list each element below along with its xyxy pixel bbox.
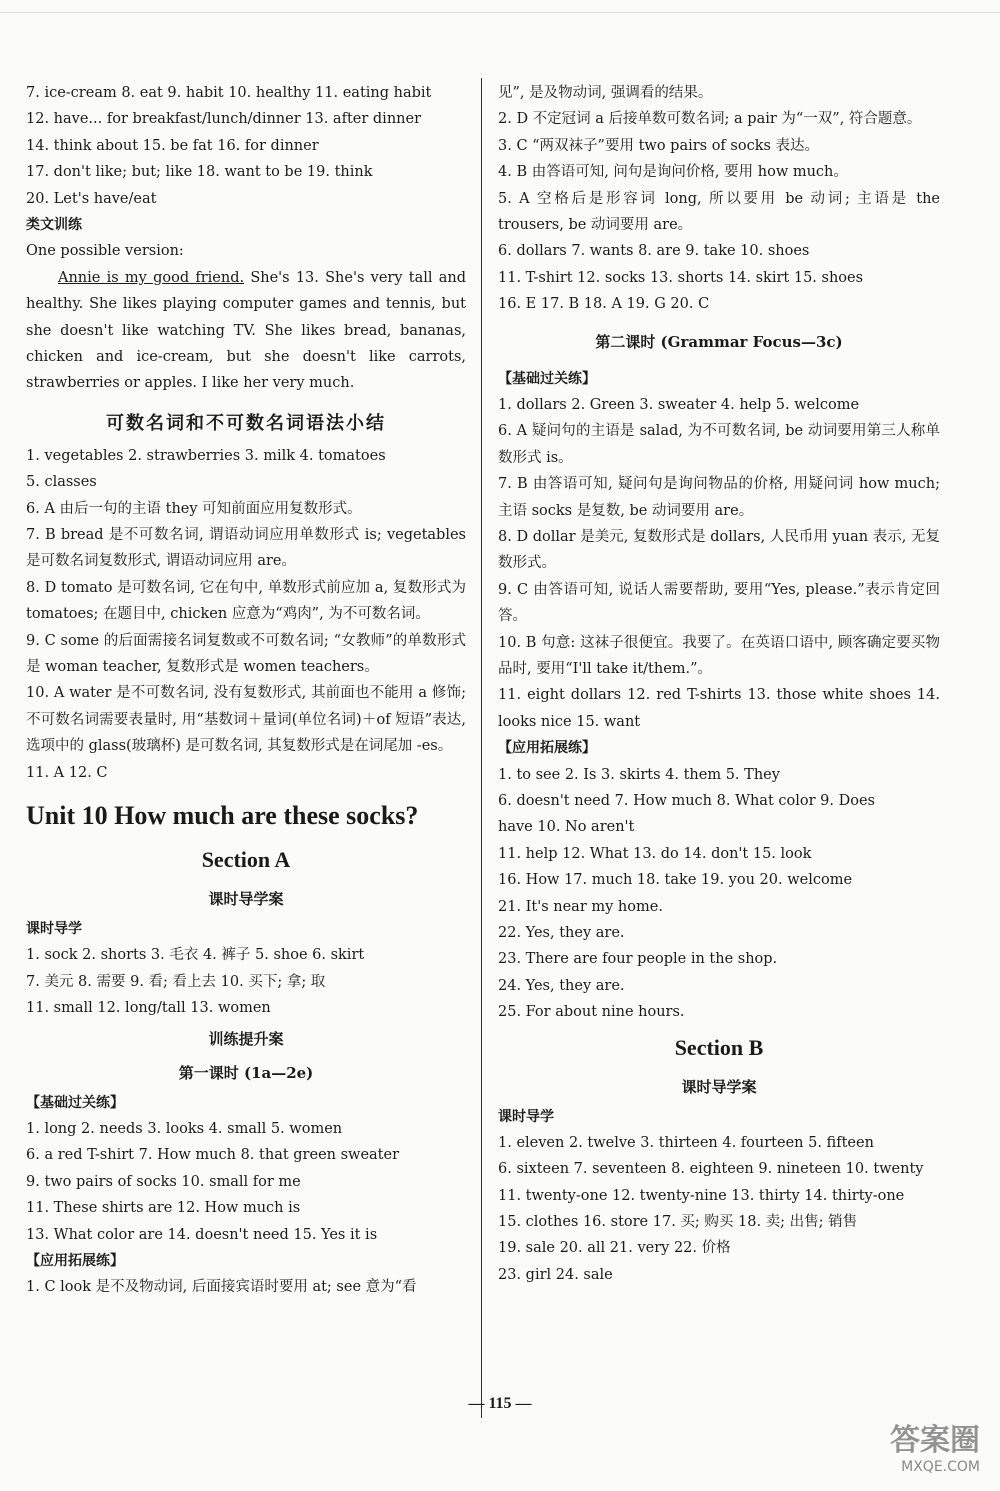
answer-line: 2. D 不定冠词 a 后接单数可数名词; a pair 为“一双”, 符合题意。 — [498, 111, 922, 128]
answer-line: 14. think about 15. be fat 16. for dinner — [26, 137, 319, 154]
answer-line: 11. help 12. What 13. do 14. don't 15. look — [498, 845, 812, 862]
answer-line: 1. C look 是不及物动词, 后面接宾语时要用 at; see 意为“看 — [26, 1279, 417, 1296]
answer-line: 22. Yes, they are. — [498, 924, 625, 941]
guide-title: 课时导学案 — [681, 1077, 757, 1096]
answer-line: 19. sale 20. all 21. very 22. 价格 — [498, 1240, 731, 1257]
answer-line: 1. eleven 2. twelve 3. thirteen 4. fourteen 5. fifteen — [498, 1134, 874, 1151]
answer-line: 1. dollars 2. Green 3. sweater 4. help 5. welcome — [498, 396, 860, 413]
answer-line: 7. 美元 8. 需要 9. 看; 看上去 10. 买下; 拿; 取 — [26, 973, 326, 990]
answer-line: 1. long 2. needs 3. looks 4. small 5. women — [26, 1120, 343, 1137]
lesson1-title: 第一课时 (1a—2e) — [178, 1063, 314, 1082]
writing-intro: One possible version: — [26, 243, 184, 260]
answer-line: 11. small 12. long/tall 13. women — [26, 1000, 271, 1017]
answer-line: 16. How 17. much 18. take 19. you 20. welcome — [498, 872, 853, 889]
answer-line: 21. It's near my home. — [498, 898, 663, 915]
top-rule — [0, 12, 1000, 13]
answer-line: 11. A 12. C — [26, 764, 108, 781]
answer-line: 6. A 由后一句的主语 they 可知前面应用复数形式。 — [26, 500, 362, 517]
answer-line: 1. vegetables 2. strawberries 3. milk 4. tomatoes — [26, 447, 386, 464]
apply-label: 【应用拓展练】 — [26, 1252, 124, 1269]
answer-line: 1. sock 2. shorts 3. 毛衣 4. 裤子 5. shoe 6. skirt — [26, 947, 365, 964]
answer-line: 1. to see 2. Is 3. skirts 4. them 5. They — [498, 766, 780, 783]
answer-line: 25. For about nine hours. — [498, 1004, 685, 1021]
grammar-title: 可数名词和不可数名词语法小结 — [106, 412, 386, 434]
watermark-logo — [830, 1415, 980, 1475]
apply-label: 【应用拓展练】 — [498, 740, 596, 757]
answer-line: 16. E 17. B 18. A 19. G 20. C — [498, 296, 710, 313]
answer-line: 11. twenty-one 12. twenty-nine 13. thirty 14. thirty-one — [498, 1187, 905, 1204]
answer-line: 20. Let's have/eat — [26, 190, 157, 207]
answer-line: 4. B 由答语可知, 问句是询问价格, 要用 how much。 — [498, 164, 848, 181]
answer-line: 13. What color are 14. doesn't need 15. Yes it is — [26, 1226, 378, 1243]
answer-line: 9. C some 的后面需接名词复数或不可数名词; “女教师”的单数形式是 woman teacher, 复数形式是 women teachers。 — [26, 632, 466, 675]
answer-line: 11. These shirts are 12. How much is — [26, 1200, 301, 1217]
writing-body: She's 13. She's very tall and healthy. She likes playing computer games and tennis, but she doesn't like watching TV. She likes bread, bananas, chicken and ice-cream, but she doesn't like carrots, strawberries or apples. I like her very much. — [26, 269, 467, 392]
basic-label: 【基础过关练】 — [26, 1094, 124, 1111]
answer-line: 6. sixteen 7. seventeen 8. eighteen 9. nineteen 10. twenty — [498, 1161, 924, 1178]
answer-line: 7. B bread 是不可数名词, 谓语动词应用单数形式 is; vegetables 是可数名词复数形式, 谓语动词应用 are。 — [26, 526, 466, 570]
answer-line: 3. C “两双袜子”要用 two pairs of socks 表达。 — [498, 137, 820, 154]
page-number: — 115 — — [468, 1395, 532, 1412]
section-a-title: Section A — [201, 847, 291, 872]
answer-line: 6. A 疑问句的主语是 salad, 为不可数名词, be 动词要用第三人称单数形式 is。 — [498, 423, 940, 466]
answer-line: 10. B 句意: 这袜子很便宜。我要了。在英语口语中, 顾客确定要买物品时, 要用“I'll take it/them.”。 — [498, 634, 940, 677]
answer-line: have 10. No aren't — [498, 819, 635, 836]
answer-line: 12. have... for breakfast/lunch/dinner 13. after dinner — [26, 111, 422, 128]
answer-line: 5. classes — [26, 474, 97, 491]
answer-line: 6. dollars 7. wants 8. are 9. take 10. shoes — [498, 243, 810, 260]
column-divider — [481, 78, 482, 1418]
training-title: 训练提升案 — [208, 1029, 284, 1048]
answer-line: 7. ice-cream 8. eat 9. habit 10. healthy 11. eating habit — [26, 85, 432, 101]
writing-underlined: Annie is my good friend. — [58, 269, 245, 286]
writing-sample — [26, 265, 466, 397]
guide-title: 课时导学案 — [208, 890, 284, 908]
left-column — [26, 80, 466, 1301]
answer-line: 8. D dollar 是美元, 复数形式是 dollars, 人民币用 yuan 表示, 无复数形式。 — [498, 528, 940, 572]
guide-subtitle: 课时导学 — [498, 1108, 554, 1125]
answer-line: 15. clothes 16. store 17. 买; 购买 18. 卖; 出售; 销售 — [498, 1214, 858, 1231]
answer-line: 5. A 空格后是形容词 long, 所以要用 be 动词; 主语是 the trousers, be 动词要用 are。 — [498, 190, 940, 233]
answer-line: 23. girl 24. sale — [498, 1266, 613, 1283]
answer-line: 8. D tomato 是可数名词, 它在句中, 单数形式前应加 a, 复数形式为 tomatoes; 在题目中, chicken 应意为“鸡肉”, 为不可数名词。 — [26, 579, 466, 623]
answer-line: 6. a red T-shirt 7. How much 8. that green sweater — [26, 1147, 400, 1164]
answer-line: 6. doesn't need 7. How much 8. What color 9. Does — [498, 793, 875, 809]
answer-line: 11. eight dollars 12. red T-shirts 13. those white shoes 14. looks nice 15. want — [498, 687, 940, 730]
answer-line: 见”, 是及物动词, 强调看的结果。 — [498, 85, 713, 101]
answer-line: 10. A water 是不可数名词, 没有复数形式, 其前面也不能用 a 修饰; 不可数名词需要表量时, 用“基数词＋量词(单位名词)＋of 短语”表达, 选项中的 glass(玻璃杯) 是可数名词, 其复数形式是在词尾加 -es。 — [26, 685, 466, 755]
lesson2-title: 第二课时 (Grammar Focus—3c) — [595, 332, 843, 351]
watermark-text: 答案圈 — [890, 1423, 980, 1458]
answer-line: 17. don't like; but; like 18. want to be 19. think — [26, 164, 373, 181]
unit-title: Unit 10 How much are these socks? — [26, 801, 419, 830]
writing-heading: 类文训练 — [26, 216, 82, 233]
watermark-url: MXQE.COM — [901, 1459, 980, 1475]
answer-line: 11. T-shirt 12. socks 13. shorts 14. skirt 15. shoes — [498, 269, 864, 286]
basic-label: 【基础过关练】 — [498, 370, 596, 387]
answer-line: 7. B 由答语可知, 疑问句是询问物品的价格, 用疑问词 how much; 主语 socks 是复数, be 动词要用 are。 — [498, 476, 940, 519]
right-column — [498, 80, 940, 1288]
answer-line: 9. C 由答语可知, 说话人需要帮助, 要用“Yes, please.”表示肯定回答。 — [498, 581, 940, 625]
answer-line: 24. Yes, they are. — [498, 977, 625, 994]
answer-line: 9. two pairs of socks 10. small for me — [26, 1173, 301, 1190]
section-b-title: Section B — [674, 1034, 764, 1060]
guide-subtitle: 课时导学 — [26, 921, 82, 937]
answer-line: 23. There are four people in the shop. — [498, 951, 778, 968]
